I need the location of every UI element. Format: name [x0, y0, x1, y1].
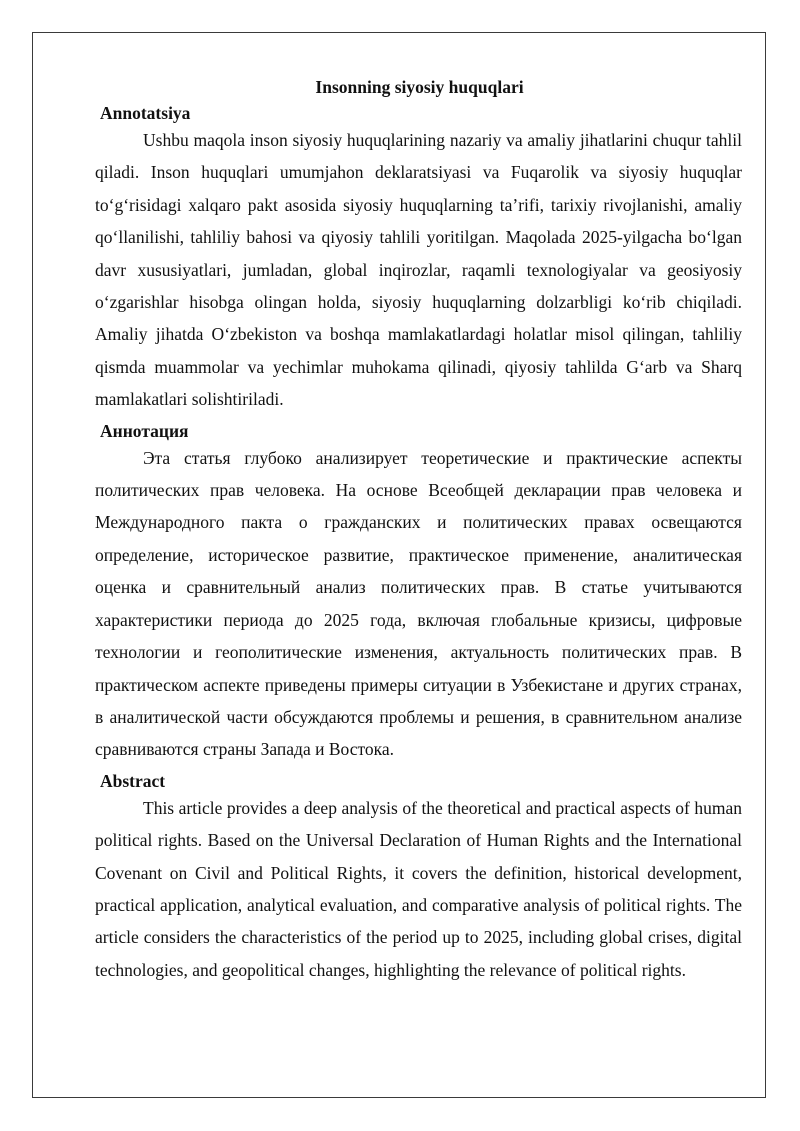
section-heading: Аннотация — [100, 420, 189, 441]
section-paragraph: Эта статья глубоко анализирует теоретические и практические аспекты политических прав человека. На основе Всеобщей декларации прав человека и Международного пакта о гражданских и политических правах освещаются определение, историческое развитие, практическое применение, аналитическая оценка и сравнительный анализ политических прав. В статье учитываются характеристики периода до 2025 года, включая глобальные кризисы, цифровые технологии и геополитические изменения, актуальность политических прав. В практическом аспекте приведены примеры ситуации в Узбекистане и других странах, в аналитической части обсуждаются проблемы и решения, в сравнительном анализе сравниваются страны Запада и Востока. — [95, 447, 742, 760]
section-abstract — [95, 770, 742, 986]
document-body — [95, 76, 742, 986]
document-title: Insonning siyosiy huquqlari — [315, 77, 524, 97]
section-paragraph: Ushbu maqola inson siyosiy huquqlarining nazariy va amaliy jihatlarini chuqur tahlil qiladi. Inson huquqlari umumjahon deklaratsiyasi va Fuqarolik va siyosiy huquqlar to‘g‘risidagi xalqaro pakt asosida siyosiy huquqlarning ta’rifi, tarixiy rivojlanishi, amaliy qo‘llanilishi, tahliliy bahosi va qiyosiy tahlili yoritilgan. Maqolada 2025-yilgacha bo‘lgan davr xususiyatlari, jumladan, global inqirozlar, raqamli texnologiyalar va geosiyosiy o‘zgarishlar hisobga olingan holda, siyosiy huquqlarning dolzarbligi ko‘rib chiqiladi. Amaliy jihatda O‘zbekiston va boshqa mamlakatlardagi holatlar misol qilingan, tahliliy qismda muammolar va yechimlar muhokama qilinadi, qiyosiy tahlilda G‘arb va Sharq mamlakatlari solishtiriladi. — [95, 130, 742, 410]
section-heading: Abstract — [100, 770, 166, 791]
section-annotatsiya — [95, 102, 742, 416]
section-annotatsiya-ru — [95, 420, 742, 766]
section-heading: Annotatsiya — [100, 103, 191, 123]
section-paragraph: This article provides a deep analysis of the theoretical and practical aspects of human political rights. Based on the Universal Declaration of Human Rights and the International Covenant on Civil and Political Rights, it covers the definition, historical development, practical application, analytical evaluation, and comparative analysis of political rights. The article considers the characteristics of the period up to 2025, including global crises, digital technologies, and geopolitical changes, highlighting the relevance of political rights. — [95, 797, 742, 980]
